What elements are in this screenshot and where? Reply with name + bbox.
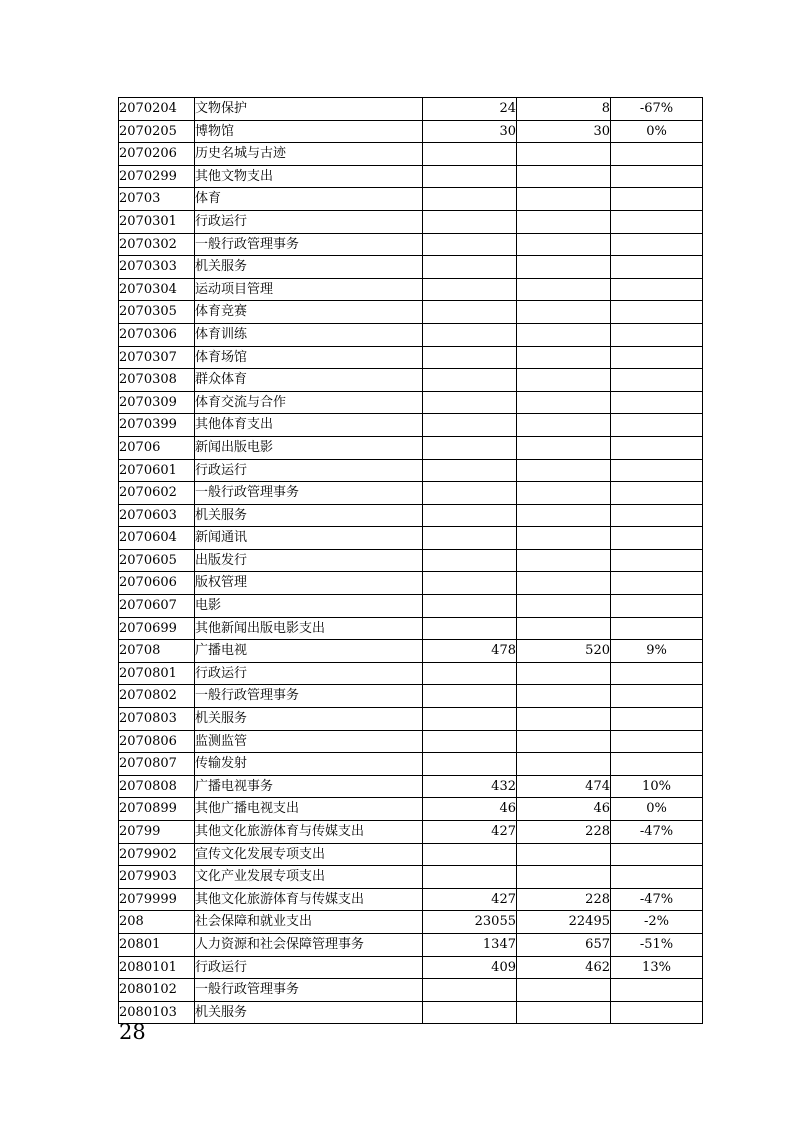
table-row <box>119 210 703 233</box>
cell-value-curr: 474 <box>517 775 611 798</box>
cell-change-pct <box>611 482 703 505</box>
cell-change-pct <box>611 979 703 1002</box>
cell-value-curr <box>517 685 611 708</box>
cell-value-prev: 46 <box>423 798 517 821</box>
cell-name: 其他新闻出版电影支出 <box>195 617 423 640</box>
cell-value-prev <box>423 459 517 482</box>
cell-value-curr <box>517 549 611 572</box>
cell-change-pct <box>611 685 703 708</box>
cell-change-pct: -47% <box>611 888 703 911</box>
cell-value-prev <box>423 685 517 708</box>
cell-name: 运动项目管理 <box>195 278 423 301</box>
table-row <box>119 640 703 663</box>
cell-value-curr <box>517 346 611 369</box>
cell-value-prev: 409 <box>423 956 517 979</box>
cell-code: 2070309 <box>119 391 195 414</box>
cell-value-prev <box>423 369 517 392</box>
cell-change-pct <box>611 527 703 550</box>
table-row <box>119 414 703 437</box>
cell-value-curr <box>517 436 611 459</box>
cell-name: 行政运行 <box>195 956 423 979</box>
cell-code: 2070307 <box>119 346 195 369</box>
table-row <box>119 165 703 188</box>
table-row <box>119 369 703 392</box>
cell-value-prev: 24 <box>423 98 517 121</box>
cell-change-pct <box>611 414 703 437</box>
cell-name: 体育竞赛 <box>195 301 423 324</box>
table-row <box>119 459 703 482</box>
cell-value-prev: 30 <box>423 120 517 143</box>
cell-code: 2070803 <box>119 708 195 731</box>
table-row <box>119 1001 703 1024</box>
cell-value-curr: 30 <box>517 120 611 143</box>
cell-name: 机关服务 <box>195 256 423 279</box>
cell-change-pct <box>611 730 703 753</box>
cell-value-prev <box>423 436 517 459</box>
cell-value-curr <box>517 301 611 324</box>
cell-value-prev <box>423 979 517 1002</box>
cell-value-curr <box>517 278 611 301</box>
cell-name: 新闻出版电影 <box>195 436 423 459</box>
cell-value-curr <box>517 323 611 346</box>
cell-value-prev <box>423 595 517 618</box>
table-row <box>119 798 703 821</box>
table-row <box>119 391 703 414</box>
cell-value-prev <box>423 866 517 889</box>
cell-value-prev: 1347 <box>423 933 517 956</box>
table-row <box>119 775 703 798</box>
cell-value-prev <box>423 301 517 324</box>
cell-value-curr <box>517 866 611 889</box>
cell-value-curr <box>517 459 611 482</box>
cell-change-pct <box>611 233 703 256</box>
cell-value-prev <box>423 346 517 369</box>
cell-value-prev <box>423 1001 517 1024</box>
cell-code: 2070308 <box>119 369 195 392</box>
table-row <box>119 595 703 618</box>
cell-change-pct <box>611 301 703 324</box>
cell-change-pct <box>611 617 703 640</box>
cell-change-pct <box>611 369 703 392</box>
cell-value-curr: 228 <box>517 888 611 911</box>
cell-value-curr <box>517 143 611 166</box>
cell-value-curr <box>517 504 611 527</box>
cell-code: 20799 <box>119 821 195 844</box>
cell-change-pct: 13% <box>611 956 703 979</box>
table-body <box>119 98 703 1024</box>
table-row <box>119 98 703 121</box>
table-row <box>119 233 703 256</box>
cell-value-curr: 462 <box>517 956 611 979</box>
cell-code: 2079902 <box>119 843 195 866</box>
table-row <box>119 685 703 708</box>
cell-code: 2070604 <box>119 527 195 550</box>
cell-value-curr <box>517 843 611 866</box>
cell-code: 2070603 <box>119 504 195 527</box>
budget-table <box>118 97 703 1024</box>
cell-code: 2070807 <box>119 753 195 776</box>
table-row <box>119 956 703 979</box>
cell-value-prev <box>423 323 517 346</box>
table-row <box>119 188 703 211</box>
cell-code: 20801 <box>119 933 195 956</box>
table-row <box>119 821 703 844</box>
cell-change-pct <box>611 662 703 685</box>
table-row <box>119 843 703 866</box>
cell-code: 2070808 <box>119 775 195 798</box>
table-row <box>119 504 703 527</box>
cell-name: 机关服务 <box>195 1001 423 1024</box>
table-row <box>119 549 703 572</box>
cell-name: 广播电视 <box>195 640 423 663</box>
cell-name: 宣传文化发展专项支出 <box>195 843 423 866</box>
cell-value-prev <box>423 414 517 437</box>
page-number: 28 <box>119 1020 146 1044</box>
cell-change-pct: -67% <box>611 98 703 121</box>
cell-value-prev <box>423 662 517 685</box>
cell-value-curr: 46 <box>517 798 611 821</box>
table-row <box>119 662 703 685</box>
cell-value-curr <box>517 1001 611 1024</box>
cell-value-curr <box>517 391 611 414</box>
cell-name: 一般行政管理事务 <box>195 482 423 505</box>
cell-name: 博物馆 <box>195 120 423 143</box>
cell-code: 2079999 <box>119 888 195 911</box>
cell-code: 2070802 <box>119 685 195 708</box>
table-row <box>119 482 703 505</box>
cell-value-curr: 657 <box>517 933 611 956</box>
cell-code: 2080101 <box>119 956 195 979</box>
cell-value-prev <box>423 233 517 256</box>
cell-change-pct <box>611 143 703 166</box>
cell-name: 版权管理 <box>195 572 423 595</box>
cell-value-curr <box>517 210 611 233</box>
cell-code: 2070699 <box>119 617 195 640</box>
cell-change-pct: -51% <box>611 933 703 956</box>
cell-code: 2070304 <box>119 278 195 301</box>
cell-name: 其他文化旅游体育与传媒支出 <box>195 888 423 911</box>
table-row <box>119 617 703 640</box>
cell-value-prev <box>423 188 517 211</box>
table-row <box>119 933 703 956</box>
cell-change-pct: 10% <box>611 775 703 798</box>
cell-name: 人力资源和社会保障管理事务 <box>195 933 423 956</box>
cell-code: 20703 <box>119 188 195 211</box>
cell-value-prev: 427 <box>423 821 517 844</box>
cell-code: 2070399 <box>119 414 195 437</box>
cell-value-prev <box>423 210 517 233</box>
table-row <box>119 866 703 889</box>
cell-name: 文物保护 <box>195 98 423 121</box>
cell-value-curr <box>517 979 611 1002</box>
table-row <box>119 301 703 324</box>
cell-value-curr: 8 <box>517 98 611 121</box>
cell-value-curr <box>517 572 611 595</box>
cell-code: 2070205 <box>119 120 195 143</box>
cell-change-pct <box>611 391 703 414</box>
cell-code: 2080102 <box>119 979 195 1002</box>
cell-change-pct: 0% <box>611 120 703 143</box>
cell-change-pct <box>611 843 703 866</box>
cell-name: 出版发行 <box>195 549 423 572</box>
cell-value-curr <box>517 617 611 640</box>
cell-change-pct <box>611 753 703 776</box>
cell-value-curr <box>517 369 611 392</box>
cell-name: 体育场馆 <box>195 346 423 369</box>
cell-name: 历史名城与古迹 <box>195 143 423 166</box>
cell-value-curr: 228 <box>517 821 611 844</box>
cell-value-prev: 23055 <box>423 911 517 934</box>
cell-value-curr <box>517 662 611 685</box>
table-row <box>119 346 703 369</box>
cell-value-prev: 427 <box>423 888 517 911</box>
cell-change-pct <box>611 278 703 301</box>
table-row <box>119 888 703 911</box>
table-row <box>119 436 703 459</box>
cell-change-pct <box>611 188 703 211</box>
cell-name: 一般行政管理事务 <box>195 685 423 708</box>
cell-change-pct <box>611 436 703 459</box>
cell-value-curr: 22495 <box>517 911 611 934</box>
cell-name: 体育训练 <box>195 323 423 346</box>
cell-value-prev <box>423 165 517 188</box>
cell-value-prev <box>423 617 517 640</box>
cell-name: 行政运行 <box>195 459 423 482</box>
cell-code: 2070806 <box>119 730 195 753</box>
cell-name: 体育 <box>195 188 423 211</box>
cell-value-curr <box>517 233 611 256</box>
cell-change-pct <box>611 256 703 279</box>
cell-code: 20708 <box>119 640 195 663</box>
cell-value-curr <box>517 753 611 776</box>
cell-change-pct <box>611 708 703 731</box>
cell-name: 文化产业发展专项支出 <box>195 866 423 889</box>
cell-change-pct <box>611 165 703 188</box>
cell-name: 一般行政管理事务 <box>195 979 423 1002</box>
cell-value-curr <box>517 482 611 505</box>
cell-change-pct <box>611 504 703 527</box>
cell-value-prev <box>423 391 517 414</box>
cell-code: 2079903 <box>119 866 195 889</box>
cell-name: 群众体育 <box>195 369 423 392</box>
cell-code: 2070305 <box>119 301 195 324</box>
table-row <box>119 527 703 550</box>
cell-name: 社会保障和就业支出 <box>195 911 423 934</box>
cell-value-curr <box>517 708 611 731</box>
cell-value-curr <box>517 527 611 550</box>
cell-code: 2070605 <box>119 549 195 572</box>
cell-change-pct: -47% <box>611 821 703 844</box>
table-row <box>119 323 703 346</box>
table-row <box>119 753 703 776</box>
cell-change-pct <box>611 595 703 618</box>
cell-change-pct <box>611 459 703 482</box>
cell-code: 2070301 <box>119 210 195 233</box>
cell-value-prev <box>423 572 517 595</box>
cell-value-prev <box>423 843 517 866</box>
table-row <box>119 143 703 166</box>
cell-change-pct: 9% <box>611 640 703 663</box>
cell-value-prev <box>423 482 517 505</box>
cell-value-prev <box>423 256 517 279</box>
cell-value-prev <box>423 708 517 731</box>
cell-code: 2070303 <box>119 256 195 279</box>
cell-code: 20706 <box>119 436 195 459</box>
cell-value-curr <box>517 256 611 279</box>
cell-value-curr <box>517 188 611 211</box>
cell-value-prev <box>423 278 517 301</box>
cell-code: 208 <box>119 911 195 934</box>
cell-value-curr <box>517 165 611 188</box>
cell-change-pct <box>611 210 703 233</box>
cell-change-pct: -2% <box>611 911 703 934</box>
cell-code: 2070299 <box>119 165 195 188</box>
cell-code: 2070899 <box>119 798 195 821</box>
table-row <box>119 979 703 1002</box>
cell-change-pct <box>611 346 703 369</box>
cell-value-prev <box>423 143 517 166</box>
cell-name: 传输发射 <box>195 753 423 776</box>
cell-value-curr <box>517 414 611 437</box>
cell-code: 2080103 <box>119 1001 195 1024</box>
cell-name: 机关服务 <box>195 504 423 527</box>
cell-code: 2070601 <box>119 459 195 482</box>
cell-change-pct <box>611 866 703 889</box>
cell-code: 2070602 <box>119 482 195 505</box>
cell-name: 一般行政管理事务 <box>195 233 423 256</box>
cell-name: 其他文物支出 <box>195 165 423 188</box>
cell-code: 2070606 <box>119 572 195 595</box>
cell-code: 2070302 <box>119 233 195 256</box>
cell-name: 行政运行 <box>195 662 423 685</box>
cell-name: 广播电视事务 <box>195 775 423 798</box>
cell-code: 2070204 <box>119 98 195 121</box>
cell-name: 新闻通讯 <box>195 527 423 550</box>
cell-value-prev <box>423 527 517 550</box>
cell-name: 其他广播电视支出 <box>195 798 423 821</box>
cell-value-curr <box>517 595 611 618</box>
cell-code: 2070306 <box>119 323 195 346</box>
table-row <box>119 911 703 934</box>
cell-code: 2070607 <box>119 595 195 618</box>
cell-name: 监测监管 <box>195 730 423 753</box>
cell-code: 2070206 <box>119 143 195 166</box>
cell-value-prev <box>423 753 517 776</box>
cell-name: 其他文化旅游体育与传媒支出 <box>195 821 423 844</box>
cell-value-prev <box>423 504 517 527</box>
cell-change-pct <box>611 1001 703 1024</box>
cell-name: 电影 <box>195 595 423 618</box>
table-row <box>119 572 703 595</box>
cell-name: 其他体育支出 <box>195 414 423 437</box>
cell-name: 行政运行 <box>195 210 423 233</box>
cell-value-curr: 520 <box>517 640 611 663</box>
cell-change-pct: 0% <box>611 798 703 821</box>
cell-change-pct <box>611 572 703 595</box>
cell-change-pct <box>611 549 703 572</box>
cell-value-prev: 432 <box>423 775 517 798</box>
table-row <box>119 730 703 753</box>
table-row <box>119 256 703 279</box>
cell-name: 体育交流与合作 <box>195 391 423 414</box>
table-row <box>119 708 703 731</box>
cell-name: 机关服务 <box>195 708 423 731</box>
table-row <box>119 278 703 301</box>
cell-code: 2070801 <box>119 662 195 685</box>
cell-value-curr <box>517 730 611 753</box>
cell-value-prev: 478 <box>423 640 517 663</box>
cell-value-prev <box>423 730 517 753</box>
table-row <box>119 120 703 143</box>
cell-value-prev <box>423 549 517 572</box>
cell-change-pct <box>611 323 703 346</box>
